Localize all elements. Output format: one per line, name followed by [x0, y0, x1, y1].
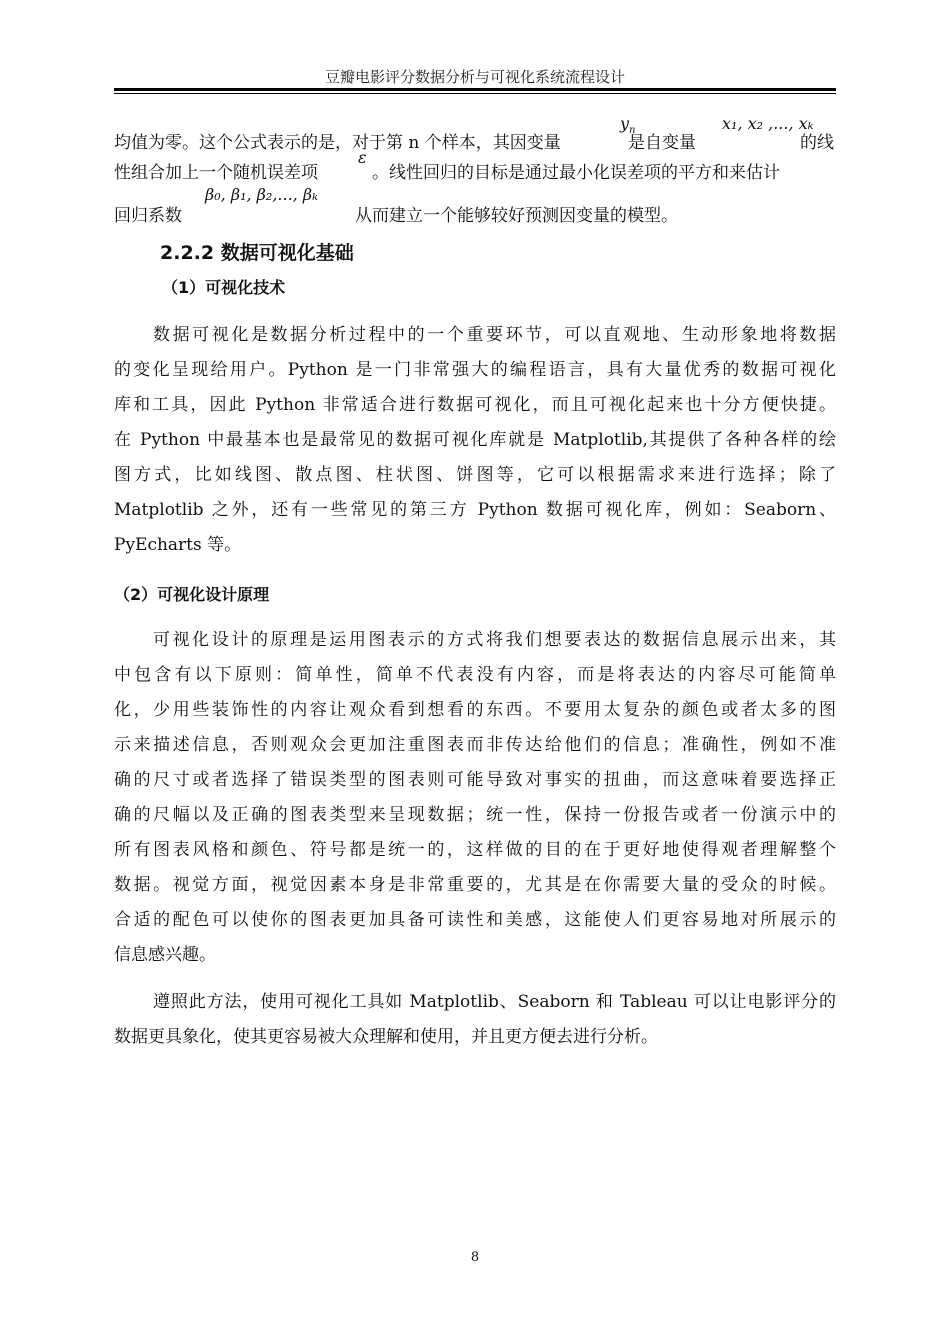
paragraph-line: 示来描述信息，否则观众会更加注重图表而非传达给他们的信息；准确性，例如不准 [114, 735, 836, 755]
paragraph-line: 遵照此方法，使用可视化工具如 Matplotlib、Seaborn 和 Tableau 可以让电影评分的 [153, 992, 836, 1012]
paragraph-line: 库和工具，因此 Python 非常适合进行数据可视化，而且可视化起来也十分方便快捷。 [114, 395, 836, 415]
paragraph-line: 数据更具象化，使其更容易被大众理解和使用，并且更方便去进行分析。 [114, 1027, 658, 1047]
paragraph-line: 所有图表风格和颜色、符号都是统一的，这样做的目的在于更好地使得观者理解整个 [114, 840, 836, 860]
subsection-title-2: （2）可视化设计原理 [114, 585, 270, 604]
subsection-title-1: （1）可视化技术 [162, 278, 286, 297]
paragraph-line: 合适的配色可以使你的图表更加具备可读性和美感，这能使人们更容易地对所展示的 [114, 910, 836, 930]
math-epsilon: ε [358, 148, 367, 167]
paragraph-line: 确的尺幅以及正确的图表类型来呈现数据；统一性，保持一份报告或者一份演示中的 [114, 805, 836, 825]
math-beta: β₀, β₁, β₂,..., βₖ [205, 185, 318, 204]
intro-line-1 [114, 132, 836, 154]
paragraph-line: 在 Python 中最基本也是最常见的数据可视化库就是 Matplotlib,其提供了各种各样的绘 [114, 430, 836, 450]
paragraph-line: PyEcharts 等。 [114, 535, 242, 555]
intro-text-4: 性组合加上一个随机误差项 [114, 163, 318, 183]
paragraph-line: 信息感兴趣。 [114, 945, 216, 965]
math-x-vector: x₁, x₂ ,..., xₖ [722, 114, 814, 133]
paragraph-line: 确的尺寸或者选择了错误类型的图表则可能导致对事实的扭曲，而这意味着要选择正 [114, 770, 836, 790]
header-rule-thin [114, 93, 836, 94]
paragraph-line: 的变化呈现给用户。Python 是一门非常强大的编程语言，具有大量优秀的数据可视化 [114, 360, 836, 380]
intro-text-2: 是自变量 [628, 133, 696, 153]
header-rule-thick [114, 88, 836, 91]
paragraph-line: Matplotlib 之外，还有一些常见的第三方 Python 数据可视化库，例如：Seaborn、 [114, 500, 836, 520]
intro-text-6: 回归系数 [114, 206, 182, 226]
intro-text-3: 的线 [800, 133, 834, 153]
paragraph-line: 图方式，比如线图、散点图、柱状图、饼图等，它可以根据需求来进行选择；除了 [114, 465, 836, 485]
paragraph-line: 数据。视觉方面，视觉因素本身是非常重要的，尤其是在你需要大量的受众的时候。 [114, 875, 836, 895]
paragraph-line: 中包含有以下原则：简单性，简单不代表没有内容，而是将表达的内容尽可能简单 [114, 665, 836, 685]
paragraph-line: 数据可视化是数据分析过程中的一个重要环节，可以直观地、生动形象地将数据 [153, 325, 836, 345]
intro-text-5: 。线性回归的目标是通过最小化误差项的平方和来估计 [372, 163, 780, 183]
page-number: 8 [470, 1250, 480, 1265]
intro-text: 均值为零。这个公式表示的是，对于第 n 个样本，其因变量 [114, 133, 561, 153]
intro-text-7: 从而建立一个能够较好预测因变量的模型。 [355, 206, 678, 226]
paragraph-line: 化，少用些装饰性的内容让观众看到想看的东西。不要用太复杂的颜色或者太多的图 [114, 700, 836, 720]
page-header: 豆瓣电影评分数据分析与可视化系统流程设计 [324, 68, 625, 86]
paragraph-line: 可视化设计的原理是运用图表示的方式将我们想要表达的数据信息展示出来，其 [153, 630, 836, 650]
math-y-n: $y_n$ [620, 114, 636, 137]
section-title: 2.2.2 数据可视化基础 [160, 242, 354, 264]
